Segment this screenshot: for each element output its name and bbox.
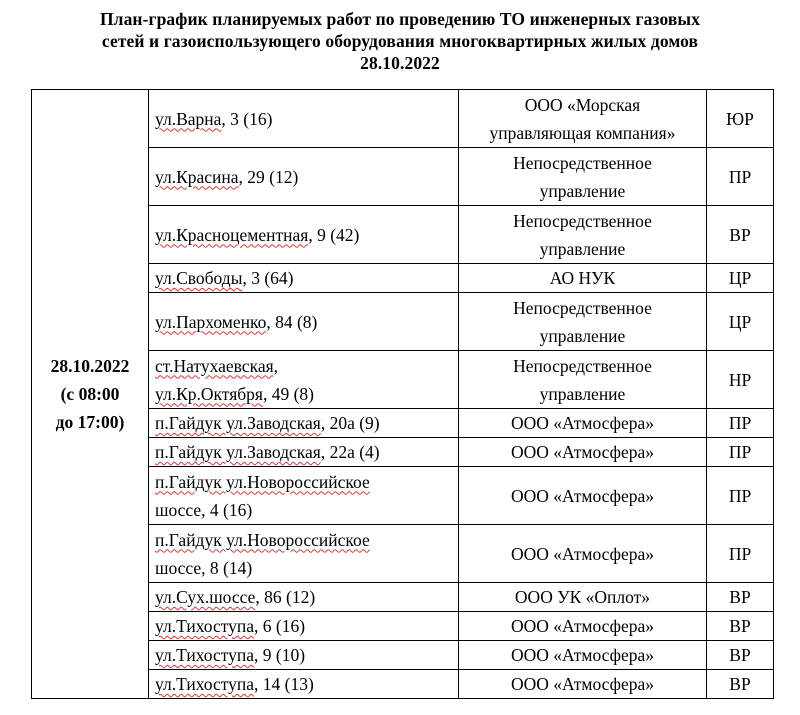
district-cell: НР [707, 351, 774, 409]
street-name: п.Гайдук ул.Заводская [155, 413, 321, 433]
address-cell [149, 525, 459, 583]
street-name: ул.Тихоступа [155, 674, 255, 694]
organization-line-1: ООО «Атмосфера» [510, 442, 655, 462]
organization-line-1: Непосредственное [513, 210, 652, 231]
district-cell: ПР [707, 409, 774, 438]
street-name: ул.Сух.шоссе [155, 587, 256, 607]
organization-line-2: управление [539, 238, 626, 259]
district-cell: ЦР [707, 264, 774, 293]
address-cell [149, 293, 459, 351]
organization-cell [459, 641, 707, 670]
organization-cell [459, 264, 707, 293]
organization-cell [459, 612, 707, 641]
date-cell [32, 90, 149, 699]
district-cell: ПР [707, 467, 774, 525]
organization-line-1: ООО «Атмосфера» [510, 485, 655, 506]
district-cell: ПР [707, 525, 774, 583]
address-cell [149, 583, 459, 612]
street-name: ул.Красина [155, 166, 239, 187]
address-cell [149, 206, 459, 264]
organization-cell [459, 583, 707, 612]
house-number: шоссе, 8 (14) [155, 557, 253, 578]
street-name: ул.Тихоступа [155, 616, 255, 636]
street-name: п.Гайдук ул.Новороссийское [155, 471, 370, 492]
house-number: , 14 (13) [254, 674, 314, 694]
district-cell: ВР [707, 612, 774, 641]
time-end-text: до 17:00) [55, 412, 125, 432]
organization-line-1: ООО «Атмосфера» [510, 543, 655, 564]
organization-line-1: Непосредственное [513, 297, 652, 318]
title-date: 28.10.2022 [360, 53, 440, 73]
district-cell: ВР [707, 641, 774, 670]
street-name: п.Гайдук ул.Заводская [155, 442, 321, 462]
district-cell: ПР [707, 438, 774, 467]
house-number: , 9 (10) [254, 645, 306, 665]
address-cell [149, 409, 459, 438]
title-line-2: сетей и газоиспользующего оборудования многоквартирных жилых домов [101, 31, 699, 51]
organization-line-1: ООО «Атмосфера» [510, 674, 655, 694]
organization-line-1: АО НУК [549, 268, 616, 288]
document-title [0, 8, 800, 74]
street-name: ул.Кр.Октября [155, 383, 263, 404]
organization-line-1: ООО УК «Оплот» [514, 587, 651, 607]
address-cell [149, 438, 459, 467]
district-cell: ЮР [707, 90, 774, 148]
house-number: , 86 (12) [255, 587, 316, 607]
street-name: ул.Тихоступа [155, 645, 255, 665]
address-separator: , [273, 355, 279, 376]
address-cell [149, 467, 459, 525]
organization-cell [459, 409, 707, 438]
street-name: ул.Свободы [155, 268, 243, 288]
house-number: , 49 (8) [262, 383, 314, 404]
organization-line-1: ООО «Морская [524, 94, 641, 115]
organization-line-1: ООО «Атмосфера» [510, 616, 655, 636]
title-line-1: План-график планируемых работ по проведению ТО инженерных газовых [99, 9, 701, 29]
organization-line-1: ООО «Атмосфера» [510, 413, 655, 433]
organization-line-2: управляющая компания» [489, 122, 676, 143]
organization-line-2: управление [539, 325, 626, 346]
organization-line-2: управление [539, 180, 626, 201]
district-cell: ПР [707, 148, 774, 206]
house-number: , 3 (64) [242, 268, 294, 288]
district-cell: ВР [707, 583, 774, 612]
house-number: , 20а (9) [320, 413, 380, 433]
street-name: ул.Пархоменко [155, 311, 267, 332]
street-name: п.Гайдук ул.Новороссийское [155, 529, 370, 550]
house-number: , 84 (8) [266, 311, 318, 332]
address-cell [149, 612, 459, 641]
street-name: ул.Варна [155, 108, 222, 129]
organization-cell [459, 670, 707, 699]
address-cell [149, 90, 459, 148]
organization-cell [459, 206, 707, 264]
district-cell: ВР [707, 670, 774, 699]
schedule-table [31, 89, 774, 699]
organization-cell [459, 90, 707, 148]
address-cell [149, 264, 459, 293]
organization-line-1: ООО «Атмосфера» [510, 645, 655, 665]
address-cell [149, 670, 459, 699]
organization-cell [459, 148, 707, 206]
organization-cell [459, 525, 707, 583]
house-number: , 9 (42) [308, 224, 360, 245]
table-row [32, 90, 774, 148]
time-start-text: (с 08:00 [60, 384, 120, 404]
address-cell [149, 351, 459, 409]
house-number: шоссе, 4 (16) [155, 499, 253, 520]
date-text: 28.10.2022 [50, 356, 130, 376]
organization-cell [459, 351, 707, 409]
address-cell [149, 148, 459, 206]
organization-cell [459, 467, 707, 525]
district-cell: ВР [707, 206, 774, 264]
organization-line-1: Непосредственное [513, 152, 652, 173]
house-number: , 3 (16) [221, 108, 273, 129]
organization-line-2: управление [539, 383, 626, 404]
street-name: ст.Натухаевская [155, 355, 274, 376]
house-number: , 6 (16) [254, 616, 306, 636]
address-cell [149, 641, 459, 670]
street-name: ул.Красноцементная [155, 224, 309, 245]
organization-line-1: Непосредственное [513, 355, 652, 376]
house-number: , 22а (4) [320, 442, 380, 462]
organization-cell [459, 438, 707, 467]
district-cell: ЦР [707, 293, 774, 351]
house-number: , 29 (12) [238, 166, 299, 187]
organization-cell [459, 293, 707, 351]
